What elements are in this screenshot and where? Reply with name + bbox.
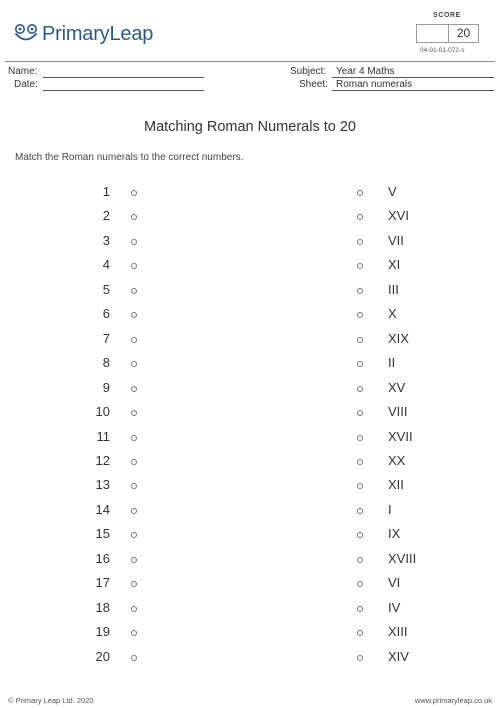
roman-numeral-label: XVIII [388, 550, 417, 566]
match-row [0, 303, 500, 327]
number-label: 4 [102, 257, 110, 273]
match-row [0, 450, 500, 474]
roman-match-dot[interactable] [357, 386, 363, 392]
brand-logo [13, 20, 153, 48]
roman-match-dot[interactable] [357, 361, 363, 367]
roman-match-dot[interactable] [357, 288, 363, 294]
number-match-dot[interactable] [131, 214, 137, 220]
date-field[interactable] [43, 90, 204, 91]
instructions: Match the Roman numerals to the correct numbers. [15, 152, 244, 163]
sheet-underline [332, 90, 494, 91]
number-match-dot[interactable] [131, 190, 137, 196]
header-divider [5, 61, 495, 62]
match-row [0, 523, 500, 547]
subject-label: Subject: [290, 66, 327, 77]
match-row [0, 474, 500, 498]
roman-numeral-label: IV [388, 599, 401, 615]
number-label: 15 [95, 526, 110, 542]
name-field[interactable] [43, 77, 204, 78]
number-match-dot[interactable] [131, 606, 137, 612]
sheet-value: Roman numerals [336, 79, 413, 90]
date-label: Date: [14, 79, 38, 90]
roman-match-dot[interactable] [357, 435, 363, 441]
number-match-dot[interactable] [131, 337, 137, 343]
number-label: 6 [102, 306, 110, 322]
match-row [0, 181, 500, 205]
page-title: Matching Roman Numerals to 20 [144, 119, 356, 135]
number-label: 1 [102, 184, 110, 199]
number-match-dot[interactable] [131, 508, 137, 514]
roman-match-dot[interactable] [357, 532, 363, 538]
name-label: Name: [8, 66, 38, 77]
match-row [0, 646, 500, 670]
roman-numeral-label: IX [388, 526, 401, 542]
number-label: 11 [96, 428, 110, 444]
footer-copyright: © Primary Leap Ltd. 2020 [8, 696, 94, 705]
number-label: 3 [102, 232, 110, 248]
subject-value: Year 4 Maths [336, 66, 395, 77]
number-match-dot[interactable] [131, 288, 137, 294]
brand-name: PrimaryLeap [42, 22, 154, 45]
number-label: 7 [102, 330, 110, 346]
number-match-dot[interactable] [131, 435, 137, 441]
number-match-dot[interactable] [131, 386, 137, 392]
roman-numeral-label: XX [388, 452, 406, 468]
match-row [0, 426, 500, 450]
match-row [0, 254, 500, 278]
roman-match-dot[interactable] [357, 606, 363, 612]
number-label: 9 [102, 379, 110, 395]
roman-numeral-label: X [388, 306, 397, 322]
roman-match-dot[interactable] [357, 483, 363, 489]
number-match-dot[interactable] [131, 459, 137, 465]
number-match-dot[interactable] [131, 557, 137, 563]
match-row [0, 621, 500, 645]
roman-numeral-label: I [388, 501, 392, 517]
subject-underline [332, 77, 494, 78]
match-row [0, 279, 500, 303]
worksheet-code: 04-01-01-072-s [420, 47, 465, 54]
roman-match-dot[interactable] [357, 459, 363, 465]
number-label: 17 [95, 575, 110, 591]
number-label: 14 [95, 501, 110, 517]
footer-website: www.primaryleap.co.uk [414, 696, 492, 705]
number-match-dot[interactable] [131, 581, 137, 587]
roman-numeral-label: XIX [388, 330, 409, 346]
roman-match-dot[interactable] [357, 214, 363, 220]
match-row [0, 597, 500, 621]
roman-match-dot[interactable] [357, 263, 363, 269]
number-label: 18 [95, 599, 110, 615]
roman-numeral-label: VI [388, 575, 401, 591]
number-label: 12 [95, 452, 110, 468]
roman-numeral-label: XVII [388, 428, 413, 444]
roman-match-dot[interactable] [357, 581, 363, 587]
roman-numeral-label: XV [388, 379, 406, 395]
roman-numeral-label: XI [388, 257, 401, 273]
roman-match-dot[interactable] [357, 557, 363, 563]
match-row [0, 401, 500, 425]
match-row [0, 572, 500, 596]
roman-numeral-label: VII [388, 232, 404, 248]
number-match-dot[interactable] [131, 630, 137, 636]
roman-match-dot[interactable] [357, 190, 363, 196]
score-total: 20 [448, 24, 479, 43]
number-label: 20 [95, 648, 110, 664]
match-row [0, 328, 500, 352]
match-row [0, 548, 500, 572]
number-match-dot[interactable] [131, 263, 137, 269]
roman-numeral-label: XVI [388, 208, 409, 224]
match-row [0, 499, 500, 523]
roman-match-dot[interactable] [357, 655, 363, 661]
roman-numeral-label: V [388, 184, 397, 199]
roman-numeral-label: XIV [388, 648, 409, 664]
match-row [0, 205, 500, 229]
roman-match-dot[interactable] [357, 630, 363, 636]
number-label: 2 [102, 208, 110, 224]
number-label: 13 [95, 477, 110, 493]
roman-match-dot[interactable] [357, 410, 363, 416]
match-row [0, 352, 500, 376]
number-label: 19 [95, 624, 110, 640]
number-label: 10 [95, 404, 110, 420]
roman-match-dot[interactable] [357, 312, 363, 318]
number-match-dot[interactable] [131, 312, 137, 318]
number-label: 5 [102, 281, 110, 297]
number-match-dot[interactable] [131, 410, 137, 416]
roman-match-dot[interactable] [357, 508, 363, 514]
number-label: 16 [95, 550, 110, 566]
number-label: 8 [102, 355, 110, 371]
number-match-dot[interactable] [131, 532, 137, 538]
roman-numeral-label: II [388, 355, 396, 371]
number-match-dot[interactable] [131, 483, 137, 489]
frog-icon [13, 23, 39, 45]
score-box-group [416, 24, 480, 43]
match-row [0, 230, 500, 254]
roman-numeral-label: XII [388, 477, 404, 493]
score-label: SCORE [433, 12, 461, 19]
number-match-dot[interactable] [131, 239, 137, 245]
roman-match-dot[interactable] [357, 337, 363, 343]
roman-match-dot[interactable] [357, 239, 363, 245]
roman-numeral-label: III [388, 281, 399, 297]
roman-numeral-label: XIII [388, 624, 408, 640]
roman-numeral-label: VIII [388, 404, 408, 420]
score-input-box[interactable] [416, 24, 449, 43]
sheet-label: Sheet: [299, 79, 328, 90]
match-row [0, 377, 500, 401]
number-match-dot[interactable] [131, 655, 137, 661]
number-match-dot[interactable] [131, 361, 137, 367]
